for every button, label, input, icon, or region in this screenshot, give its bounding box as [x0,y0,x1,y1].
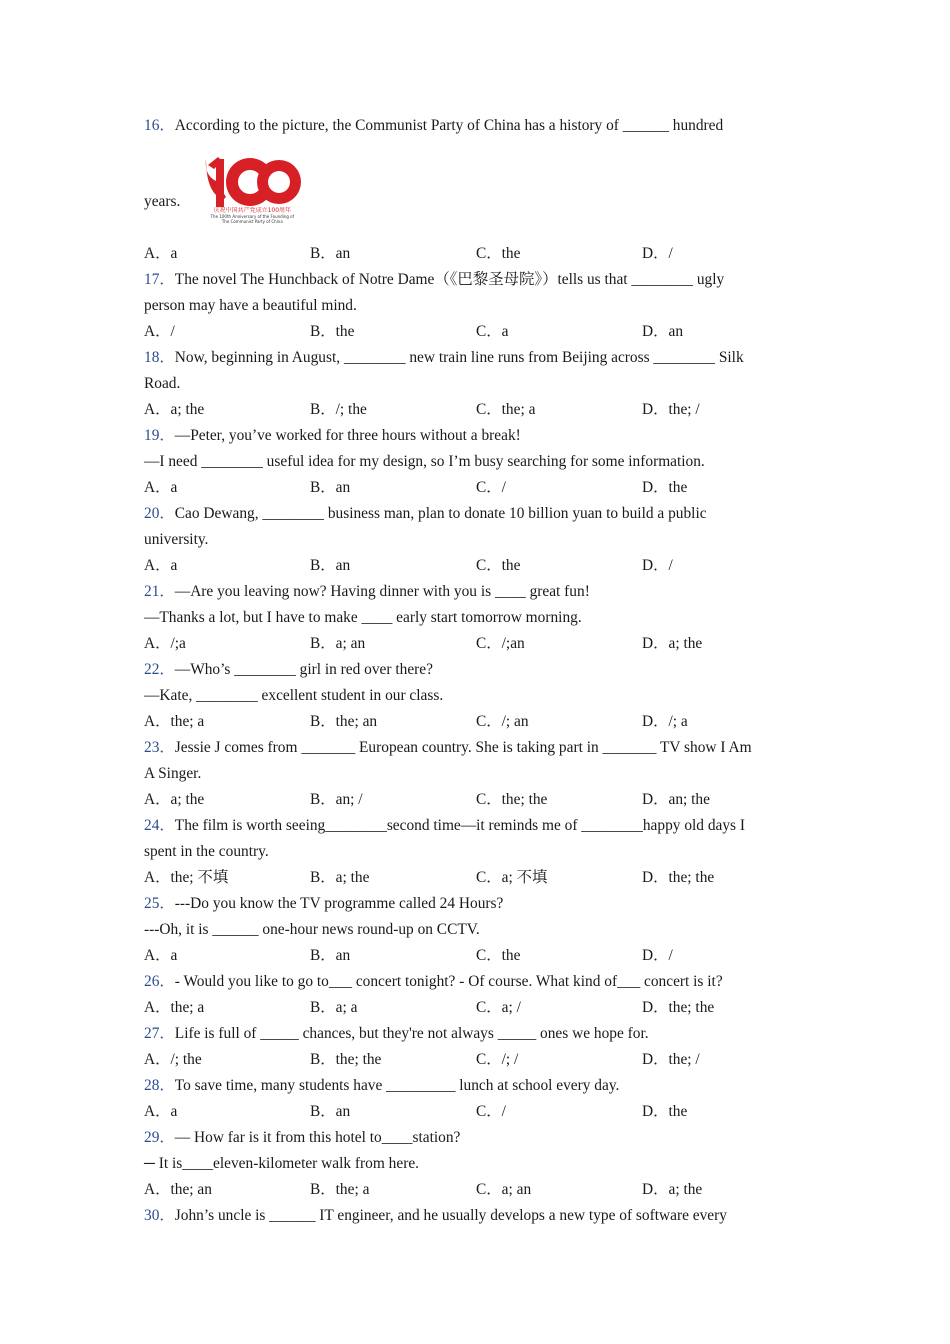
question-number: 23． [144,739,175,756]
option-b[interactable]: B．the [310,323,355,340]
option-d[interactable]: D．the; the [642,999,715,1016]
options-row [144,553,808,579]
question-text-line [144,1151,808,1177]
option-a[interactable]: A．a [144,557,178,574]
question-number: 25． [144,895,175,912]
option-b[interactable]: B．a; a [310,999,358,1016]
question-text: spent in the country. [144,843,269,860]
question-text-line [144,345,808,371]
question-block [144,1021,808,1073]
option-a[interactable]: A．/; the [144,1051,202,1068]
option-a[interactable]: A．a; the [144,791,205,808]
option-d[interactable]: D．/ [642,557,673,574]
option-c[interactable]: C．a; 不填 [476,869,548,886]
option-a[interactable]: A．the; 不填 [144,869,229,886]
question-number: 27． [144,1025,175,1042]
option-c[interactable]: C．/; / [476,1051,519,1068]
question-block [144,735,808,813]
question-text-line [144,969,808,995]
question-number: 29． [144,1129,175,1146]
question-text: university. [144,531,209,548]
option-d[interactable]: D．an [642,323,684,340]
question-text: —Thanks a lot, but I have to make ____ early start tomorrow morning. [144,609,582,626]
question-block [144,657,808,735]
option-b[interactable]: B．an [310,947,351,964]
option-a[interactable]: A．/;a [144,635,186,652]
option-a[interactable]: A．/ [144,323,175,340]
question-text: Now, beginning in August, ________ new train line runs from Beijing across ________ Silk [174,349,744,366]
question-block [144,1203,808,1229]
options-row [144,241,808,267]
question-text: The novel The Hunchback of Notre Dame（《巴黎圣母院》）tells us that ________ ugly [174,271,725,288]
question-text-line [144,501,808,527]
question-text-line [144,813,808,839]
option-c[interactable]: C．/ [476,479,506,496]
options-row [144,1099,808,1125]
question-text: —Are you leaving now? Having dinner with you is ____ great fun! [174,583,590,600]
question-text-line [144,605,808,631]
option-c[interactable]: C．a [476,323,509,340]
question-text-line [144,293,808,319]
option-c[interactable]: C．a; an [476,1181,532,1198]
question-number: 28． [144,1077,175,1094]
options-row [144,995,808,1021]
option-b[interactable]: B．an; / [310,791,363,808]
question-block [144,969,808,1021]
question-text: —Peter, you’ve worked for three hours without a break! [174,427,521,444]
question-text: According to the picture, the Communist Party of China has a history of ______ hundred [174,117,724,134]
option-b[interactable]: B．the; a [310,1181,370,1198]
option-d[interactable]: D．the; / [642,401,700,418]
option-d[interactable]: D．/; a [642,713,688,730]
question-text: —Who’s ________ girl in red over there? [174,661,433,678]
cpc-100-anniversary-logo [202,151,302,227]
option-d[interactable]: D．a; the [642,635,703,652]
option-a[interactable]: A．a; the [144,401,205,418]
question-text-line [144,891,808,917]
options-row [144,1177,808,1203]
question-text: Life is full of _____ chances, but they're not always _____ ones we hope for. [174,1025,649,1042]
question-block [144,579,808,657]
option-b[interactable]: B．the; an [310,713,378,730]
question-text: A Singer. [144,765,202,782]
options-row [144,943,808,969]
option-b[interactable]: B．a; the [310,869,370,886]
option-c[interactable]: C．the [476,245,521,262]
question-block [144,501,808,579]
option-a[interactable]: A．the; an [144,1181,212,1198]
option-a[interactable]: A．a [144,479,178,496]
question-block [144,345,808,423]
question-text-line [144,735,808,761]
options-row [144,631,808,657]
question-text: —Kate, ________ excellent student in our class. [144,687,444,704]
question-text: ─ It is____eleven-kilometer walk from here. [144,1155,420,1172]
logo-caption-cn: 庆祝中国共产党成立100周年 [213,207,292,214]
question-image-row [144,139,808,241]
question-text: Jessie J comes from _______ European country. She is taking part in _______ TV show I Am [174,739,752,756]
question-text-line [144,657,808,683]
question-text-line [144,1203,808,1229]
question-text-line [144,527,808,553]
question-text: Road. [144,375,181,392]
question-block [144,113,808,267]
question-text-line [144,579,808,605]
option-c[interactable]: C．the [476,557,521,574]
options-row [144,709,808,735]
question-number: 22． [144,661,175,678]
options-row [144,865,808,891]
question-number: 21． [144,583,175,600]
question-text-line [144,839,808,865]
option-d[interactable]: D．the; the [642,869,715,886]
option-a[interactable]: A．the; a [144,999,205,1016]
logo-caption-en: The 100th Anniversary of the Founding of The Communist Party of China [210,214,295,224]
option-c[interactable]: C．the [476,947,521,964]
option-a[interactable]: A．a [144,947,178,964]
option-c[interactable]: C．/; an [476,713,529,730]
option-d[interactable]: D．a; the [642,1181,703,1198]
question-text-line [144,113,808,139]
question-block [144,1125,808,1203]
question-text: Cao Dewang, ________ business man, plan to donate 10 billion yuan to build a public [174,505,707,522]
question-number: 26． [144,973,175,990]
option-b[interactable]: B．an [310,1103,351,1120]
option-a[interactable]: A．a [144,245,178,262]
option-b[interactable]: B．/; the [310,401,367,418]
options-row [144,1047,808,1073]
option-b[interactable]: B．an [310,479,351,496]
question-number: 17． [144,271,175,288]
question-block [144,267,808,345]
question-text: John’s uncle is ______ IT engineer, and he usually develops a new type of software every [174,1207,727,1224]
question-text: - Would you like to go to___ concert tonight? - Of course. What kind of___ concert is it? [174,973,723,990]
option-c[interactable]: C．a; / [476,999,521,1016]
question-number: 19． [144,427,175,444]
option-c[interactable]: C．the; a [476,401,536,418]
question-text-line [144,1021,808,1047]
question-number: 24． [144,817,175,834]
options-row [144,787,808,813]
question-text-line [144,267,808,293]
option-d[interactable]: D．the; / [642,1051,700,1068]
question-text-line [144,917,808,943]
option-d[interactable]: D．the [642,479,688,496]
option-c[interactable]: C．/;an [476,635,525,652]
options-row [144,397,808,423]
option-b[interactable]: B．the; the [310,1051,382,1068]
question-number: 18． [144,349,175,366]
question-block [144,891,808,969]
option-b[interactable]: B．an [310,245,351,262]
question-number: 30． [144,1207,175,1224]
question-text-line [144,761,808,787]
question-text-line [144,449,808,475]
question-block [144,1073,808,1125]
option-b[interactable]: B．a; an [310,635,366,652]
question-text: The film is worth seeing________second time—it reminds me of ________happy old days I [174,817,746,834]
question-number: 20． [144,505,175,522]
question-block [144,423,808,501]
option-d[interactable]: D．an; the [642,791,710,808]
question-number: 16． [144,117,175,134]
question-text: years. [144,193,181,210]
option-c[interactable]: C．the; the [476,791,548,808]
question-text-line [144,683,808,709]
question-text: —I need ________ useful idea for my design, so I’m busy searching for some information. [144,453,705,470]
question-block [144,813,808,891]
option-c[interactable]: C．/ [476,1103,506,1120]
option-d[interactable]: D．/ [642,947,673,964]
option-b[interactable]: B．an [310,557,351,574]
question-text: ---Oh, it is ______ one-hour news round-up on CCTV. [144,921,480,938]
question-text-line [144,1073,808,1099]
question-text-line [144,423,808,449]
worksheet-page [144,113,808,1229]
option-a[interactable]: A．the; a [144,713,205,730]
question-text: person may have a beautiful mind. [144,297,357,314]
option-a[interactable]: A．a [144,1103,178,1120]
option-d[interactable]: D．the [642,1103,688,1120]
question-text: To save time, many students have _________ lunch at school every day. [174,1077,620,1094]
question-text: ---Do you know the TV programme called 24 Hours? [174,895,504,912]
question-text-line [144,1125,808,1151]
options-row [144,319,808,345]
option-d[interactable]: D．/ [642,245,673,262]
options-row [144,475,808,501]
question-text-line [144,371,808,397]
question-text: — How far is it from this hotel to____station? [174,1129,461,1146]
